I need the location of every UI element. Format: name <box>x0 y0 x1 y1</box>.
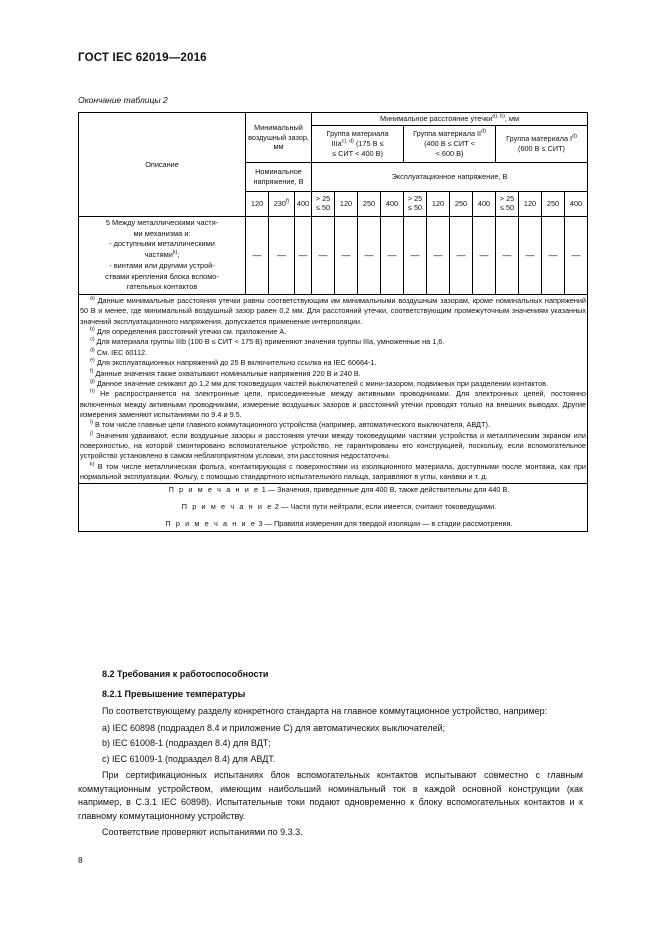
note-1-label: П р и м е ч а н и е <box>168 485 260 495</box>
header-nominal-voltage: Номинальное напряжение, В <box>246 162 312 191</box>
note-1-text: — Значения, приведенные для 400 В, также действительны для 440 В. <box>267 485 510 495</box>
table-caption: Окончание таблицы 2 <box>78 95 168 105</box>
cell-value: — <box>335 216 358 294</box>
header-group-ii <box>404 125 496 162</box>
desc-l4: частями <box>144 250 173 260</box>
desc-l6: ствами крепления блока вспомо- <box>105 271 219 281</box>
note-3 <box>92 519 586 530</box>
footnote-g <box>80 379 586 389</box>
note-3-label: П р и м е ч а н и е <box>165 519 257 529</box>
cell-value: — <box>496 216 519 294</box>
footnote-k-mark: k) <box>90 461 95 468</box>
notes-block <box>79 484 588 532</box>
cell-value: — <box>269 216 295 294</box>
col-op-i-250: 250 <box>542 191 565 216</box>
header-group-iiia <box>312 125 404 162</box>
footnote-f-text: Данные значения также охватывают номинальные напряжения 220 В и 240 В. <box>95 368 361 378</box>
table-notes-row <box>79 484 588 532</box>
standard-designation: ГОСТ IEC 62019—2016 <box>78 52 207 64</box>
subsection-heading-8-2-1: 8.2.1 Превышение температуры <box>102 688 246 699</box>
footnotes-block <box>79 294 588 483</box>
col-nominal-230-value: 230 <box>273 198 286 208</box>
note-2-text: — Части пути нейтрали, если имеется, считают токоведущими. <box>281 502 497 512</box>
col-op-ii-25-50 <box>404 191 427 216</box>
col-op-iiia-25-50 <box>312 191 335 216</box>
table-2-continuation <box>78 112 587 532</box>
note-2-num: 2 <box>272 502 281 512</box>
col-op-ii-400: 400 <box>473 191 496 216</box>
footnote-b <box>80 327 586 337</box>
footnote-i <box>80 420 586 430</box>
cell-value: — <box>473 216 496 294</box>
group-iiia-line3: ≤ СИТ < 400 В) <box>332 148 383 158</box>
footnote-a-text: Данные минимальные расстояния утечки равны соответствующим им минимальными воздушным зазорам, кроме номинальных напряжений 50 В и менее, где минимальный воздушный зазор равен 0,2 мм. Для расстояний утечки, соответствующим промежуточным значениям указанных значений эксплуатационного напряжения, допускается применение интерполяции. <box>80 295 586 326</box>
footnote-g-text: Данное значение снижают до 1,2 мм для токоведущих частей выключателей с мини-зазором, подвижных при разделении контактов. <box>96 378 549 388</box>
col-nominal-230-sup: f) <box>285 198 290 205</box>
list-item: b) IEC 61008-1 (подраздел 8.4) для ВДТ; <box>102 738 271 748</box>
col-op-i-25-50-l1: > 25 <box>499 194 515 204</box>
col-op-iiia-25-50-l1: > 25 <box>315 194 331 204</box>
note-1 <box>92 485 586 496</box>
col-op-i-120: 120 <box>519 191 542 216</box>
header-min-air-gap: Минимальный воздушный зазор, мм <box>246 113 312 163</box>
footnote-j-text: Значения удваивают, если воздушные зазоры и расстояния утечки между токоведущими частями устройства и металлическим экраном или поверхностью, на которой смонтировано вспомогательное устройство, не гарантированы его конструкцией, поскольку, если вспомогательное устройство установлено в самом неблагоприятном условии, эти расстояния недостаточны. <box>80 430 586 461</box>
footnote-h-mark: h) <box>90 388 95 395</box>
footnote-h-text: Не распространяется на электронные цепи, присоединенные между активными проводниками. Для электронных цепей, постоянно включенных между активными проводниками, измерение воздушных зазоров и расстояний утечки проводят только на внешних выводах. Другие измерения заменяют испытаниями по 9.4 и 9.5. <box>80 389 586 419</box>
row-description <box>79 216 246 294</box>
desc-l4-end: ; <box>177 250 180 260</box>
list-item: a) IEC 60898 (подраздел 8.4 и приложение С) для автоматических выключателей; <box>102 722 446 733</box>
group-iiia-line2: IIIa <box>331 138 342 148</box>
group-i-sup: d) <box>572 133 577 140</box>
paragraph-3: Соответствие проверяют испытаниями по 9.3.3. <box>102 827 303 837</box>
footnote-g-mark: g) <box>90 378 95 385</box>
note-2 <box>92 502 586 513</box>
cell-value: — <box>450 216 473 294</box>
group-ii-line2: (400 В ≤ СИТ < <box>424 138 475 148</box>
footnote-d-text: См. IEC 60112. <box>96 347 148 357</box>
col-op-ii-25-50-l1: > 25 <box>407 194 423 204</box>
table-header-row-1 <box>79 113 588 126</box>
cell-value: — <box>404 216 427 294</box>
col-op-i-25-50 <box>496 191 519 216</box>
cell-value: — <box>519 216 542 294</box>
table-footnotes-row <box>79 294 588 483</box>
desc-l1: 5 Между металлическими частя- <box>105 217 219 227</box>
footnote-c <box>80 337 586 347</box>
footnote-e-mark: e) <box>90 357 95 364</box>
cell-value: — <box>246 216 269 294</box>
table-row <box>79 216 588 294</box>
group-ii-sup: d) <box>481 128 486 135</box>
list-item: c) IEC 61009-1 (подраздел 8.4) для АВДТ. <box>102 753 276 764</box>
footnote-b-text: Для определения расстояний утечки см. приложение А. <box>96 327 287 337</box>
footnote-d <box>80 348 586 358</box>
col-nominal-400: 400 <box>295 191 312 216</box>
header-min-creepage <box>312 113 588 126</box>
desc-l3: - доступными металлическими <box>109 239 215 249</box>
page-number: 8 <box>78 855 83 865</box>
note-1-num: 1 <box>259 485 268 495</box>
cell-value: — <box>427 216 450 294</box>
group-i-line2: (600 В ≤ СИТ) <box>518 143 565 153</box>
cell-value: — <box>358 216 381 294</box>
desc-l4-sup: k) <box>172 249 178 256</box>
header-min-creepage-text: Минимальное расстояние утечки <box>380 114 493 123</box>
col-nominal-230 <box>269 191 295 216</box>
col-op-ii-120: 120 <box>427 191 450 216</box>
footnote-h <box>80 389 586 420</box>
header-description: Описание <box>79 113 246 217</box>
desc-l7: гательных контактов <box>126 282 198 292</box>
cell-value: — <box>565 216 588 294</box>
group-iiia-line1: Группа материала <box>326 129 389 139</box>
header-operating-voltage: Эксплуатационное напряжение, В <box>312 162 588 191</box>
col-nominal-120: 120 <box>246 191 269 216</box>
clearance-creepage-table <box>78 112 588 532</box>
footnote-j <box>80 431 586 462</box>
footnote-k <box>80 462 586 483</box>
paragraph-1: По соответствующему разделу конкретного стандарта на главное коммутационное устройство, например: <box>102 706 548 716</box>
group-iiia-sup: c), d) <box>341 138 354 145</box>
paragraph-2: При сертификационных испытаниях блок вспомогательных контактов испытывают совместно с главным коммутационным устройством, имеющим наибольший номинальный ток в каждой основной конструкции (как например, в С.3.1 IEC 60898). Испытательные токи подают одновременно к блоку вспомогательных контактов и к главному коммутационному устройству. <box>78 770 583 821</box>
header-min-creepage-sup: a), b) <box>492 113 505 120</box>
standards-list <box>78 722 583 767</box>
col-op-iiia-400: 400 <box>381 191 404 216</box>
footnote-f <box>80 369 586 379</box>
footnote-a <box>80 296 586 327</box>
footnote-d-mark: d) <box>90 347 95 354</box>
footnote-j-mark: j) <box>90 430 93 437</box>
body-content <box>78 668 583 843</box>
header-group-i <box>496 125 588 162</box>
cell-value: — <box>312 216 335 294</box>
footnote-f-mark: f) <box>90 368 94 375</box>
col-op-iiia-25-50-l2: ≤ 50 <box>315 202 331 212</box>
footnote-a-mark: a) <box>90 295 95 302</box>
col-op-i-400: 400 <box>565 191 588 216</box>
cell-value: — <box>381 216 404 294</box>
footnote-c-text: Для материала группы IIIb (100 В ≤ СИТ < 175 В) применяют значения группы IIIa, умноженные на 1,6. <box>96 337 445 347</box>
group-iiia-line2b: (175 В ≤ <box>353 138 384 148</box>
footnote-i-text: В том числе главные цепи главного коммутационного устройства (например, автоматического выключателя, АВДТ). <box>95 420 490 430</box>
section-heading-8-2: 8.2 Требования к работоспособности <box>102 669 269 679</box>
col-op-ii-25-50-l2: ≤ 50 <box>407 202 423 212</box>
group-ii-line3: < 600 В) <box>435 148 464 158</box>
footnote-e <box>80 358 586 368</box>
footnote-k-text: В том числе металлическая фольга, контактирующая с поверхностями из изоляционного материала, доступными после монтажа, как при нормальной эксплуатации. Фольгу, с помощью стандартного испытательного пальца, заправляют в углы, канавки и т. д. <box>80 461 587 482</box>
col-op-iiia-250: 250 <box>358 191 381 216</box>
footnote-c-mark: c) <box>90 337 95 343</box>
cell-value: — <box>295 216 312 294</box>
note-2-label: П р и м е ч а н и е <box>181 502 273 512</box>
desc-l2: ми механизма и: <box>133 228 191 238</box>
col-op-i-25-50-l2: ≤ 50 <box>499 202 515 212</box>
col-op-iiia-120: 120 <box>335 191 358 216</box>
note-3-num: 3 <box>256 519 265 529</box>
group-ii-line1: Группа материала II <box>413 129 482 139</box>
group-i-line1: Группа материала I <box>506 134 573 143</box>
col-op-ii-250: 250 <box>450 191 473 216</box>
footnote-i-mark: i) <box>90 419 93 426</box>
footnote-e-text: Для эксплуатационных напряжений до 25 В включительно ссылка на IEC 60664-1. <box>96 358 377 368</box>
desc-l5: - винтами или другими устрой- <box>109 260 215 270</box>
footnote-b-mark: b) <box>90 326 95 333</box>
cell-value: — <box>542 216 565 294</box>
note-3-text: — Правила измерения для твердой изоляции — в стадии рассмотрения. <box>264 519 513 529</box>
header-min-creepage-unit: , мм <box>504 114 519 123</box>
